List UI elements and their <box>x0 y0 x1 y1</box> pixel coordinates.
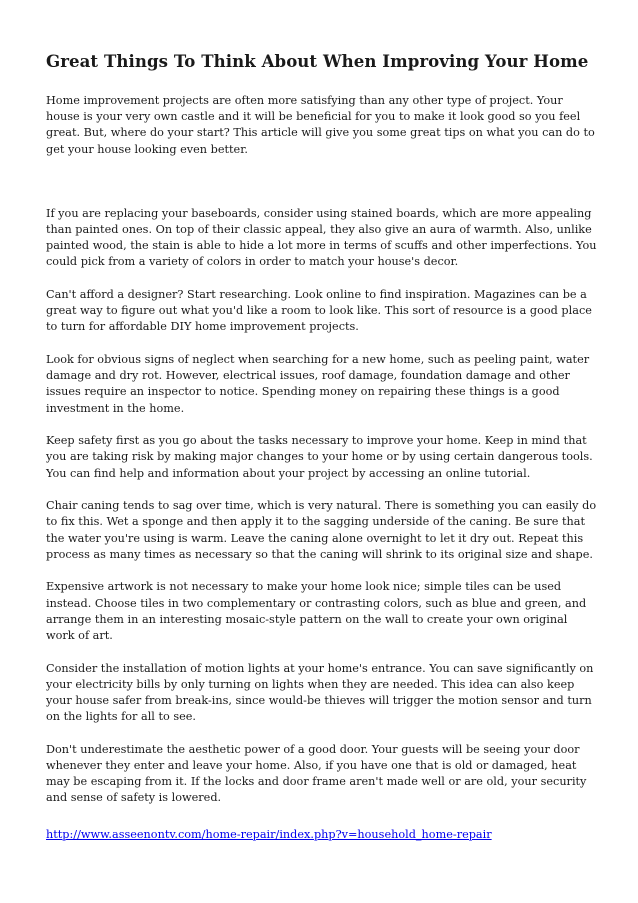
paragraph-chair-caning: Chair caning tends to sag over time, which is very natural. There is something you can easily do to fix this. Wet a sponge and then apply it to the sagging underside of the caning. Be sure that the water you're using is warm. Leave the caning alone overnight to let it dry out. Repeat this process as many times as necessary so that the caning will shrink to its original size and shape. <box>46 499 597 561</box>
paragraph-artwork: Expensive artwork is not necessary to make your home look nice; simple tiles can be used instead. Choose tiles in two complementary or contrasting colors, such as blue and green, and arrange them in an interesting mosaic-style pattern on the wall to create your own original work of art. <box>46 580 587 643</box>
paragraph-safety: Keep safety first as you go about the tasks necessary to improve your home. Keep in mind that you are taking risk by making major changes to your home or by using certain dangerous tools. You can find help and information about your project by accessing an online tutorial. <box>46 434 593 480</box>
paragraph-baseboards: If you are replacing your baseboards, consider using stained boards, which are more appealing than painted ones. On top of their classic appeal, they also give an aura of warmth. Also, unlike painted wood, the stain is able to hide a lot more in terms of scuffs and other imperfections. You could pick from a variety of colors in order to match your house's decor. <box>46 206 597 269</box>
document-title: Great Things To Think About When Improving Your Home <box>46 51 589 71</box>
paragraph-motion-lights: Consider the installation of motion lights at your home's entrance. You can save significantly on your electricity bills by only turning on lights when they are needed. This idea can also keep your house safer from break-ins, since would-be thieves will trigger the motion sensor and turn on the lights for all to see. <box>46 661 594 724</box>
paragraph-designer: Can't afford a designer? Start researching. Look online to find inspiration. Magazines can be a great way to figure out what you'd like a room to look like. This sort of resource is a good place to turn for affordable DIY home improvement projects. <box>46 288 592 334</box>
paragraph-neglect: Look for obvious signs of neglect when searching for a new home, such as peeling paint, water damage and dry rot. However, electrical issues, roof damage, foundation damage and other issues require an inspector to notice. Spending money on repairing these things is a good investment in the home. <box>46 353 590 415</box>
source-link[interactable]: http://www.asseenontv.com/home-repair/index.php?v=household_home-repair <box>46 828 492 842</box>
document-page <box>46 48 598 843</box>
paragraph-door: Don't underestimate the aesthetic power of a good door. Your guests will be seeing your door whenever they enter and leave your home. Also, if you have one that is old or damaged, heat may be escaping from it. If the locks and door frame aren't made well or are old, your security and sense of safety is lowered. <box>46 742 587 805</box>
paragraph-intro: Home improvement projects are often more satisfying than any other type of project. Your house is your very own castle and it will be beneficial for you to make it look good so you feel great. But, where do your start? This article will give you some great tips on what you can do to get your house looking even better. <box>46 94 595 156</box>
